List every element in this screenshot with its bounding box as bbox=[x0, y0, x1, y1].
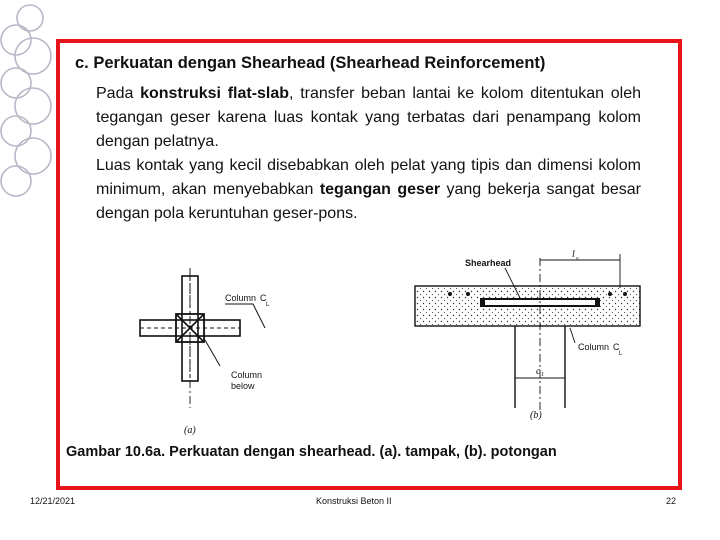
fig-b-cl-label: C bbox=[613, 342, 620, 352]
figure-a-plan-view bbox=[135, 268, 305, 438]
fig-a-caption: (a) bbox=[184, 425, 196, 436]
fig-b-cl-sub: L bbox=[619, 351, 623, 357]
fig-a-cl-label: C bbox=[260, 293, 267, 303]
slide-heading: c. Perkuatan dengan Shearhead (Shearhead Reinforcement) bbox=[75, 54, 546, 72]
para2-text-2: yang bekerja sangat besar dengan pola keruntuhan geser-pons. bbox=[96, 181, 642, 222]
footer-page-number: 22 bbox=[666, 496, 677, 506]
fig-a-column-label: Column bbox=[225, 293, 257, 303]
fig-a-cl-sub: L bbox=[266, 302, 270, 308]
fig-b-column-label: Column bbox=[578, 342, 610, 352]
fig-b-c1-sub: 1 bbox=[541, 372, 544, 378]
fig-b-c1-label: c bbox=[536, 366, 541, 377]
para1-text-2: , transfer beban lantai ke kolom ditentukan oleh tegangan geser karena luas kontak yang terbatas dari penampang kolom dengan pelatnya. bbox=[96, 85, 642, 150]
footer-title: Konstruksi Beton II bbox=[316, 496, 392, 506]
footer-date: 12/21/2021 bbox=[30, 496, 76, 506]
fig-b-lv-label: l bbox=[572, 249, 575, 260]
para1-bold: konstruksi flat-slab bbox=[140, 85, 290, 102]
figure-caption: Gambar 10.6a. Perkuatan dengan shearhead. (a). tampak, (b). potongan bbox=[66, 444, 557, 460]
para2-text-1: Luas kontak yang kecil disebabkan oleh pelat yang tipis dan dimensi kolom minimum, akan menyebabkan bbox=[96, 157, 641, 198]
fig-b-lv-sub: v bbox=[576, 256, 579, 262]
para2-bold: tegangan geser bbox=[319, 181, 441, 198]
fig-b-shearhead-label: Shearhead bbox=[465, 258, 512, 268]
paragraph-2 bbox=[96, 154, 641, 226]
figure-b-section-view bbox=[410, 248, 645, 423]
para1-text-1: Pada bbox=[96, 85, 141, 102]
fig-a-column-below-1: Column bbox=[231, 370, 263, 380]
fig-a-column-below-2: below bbox=[231, 381, 255, 391]
fig-b-caption: (b) bbox=[530, 410, 542, 421]
paragraph-1 bbox=[96, 82, 641, 154]
slide-body bbox=[96, 82, 641, 226]
